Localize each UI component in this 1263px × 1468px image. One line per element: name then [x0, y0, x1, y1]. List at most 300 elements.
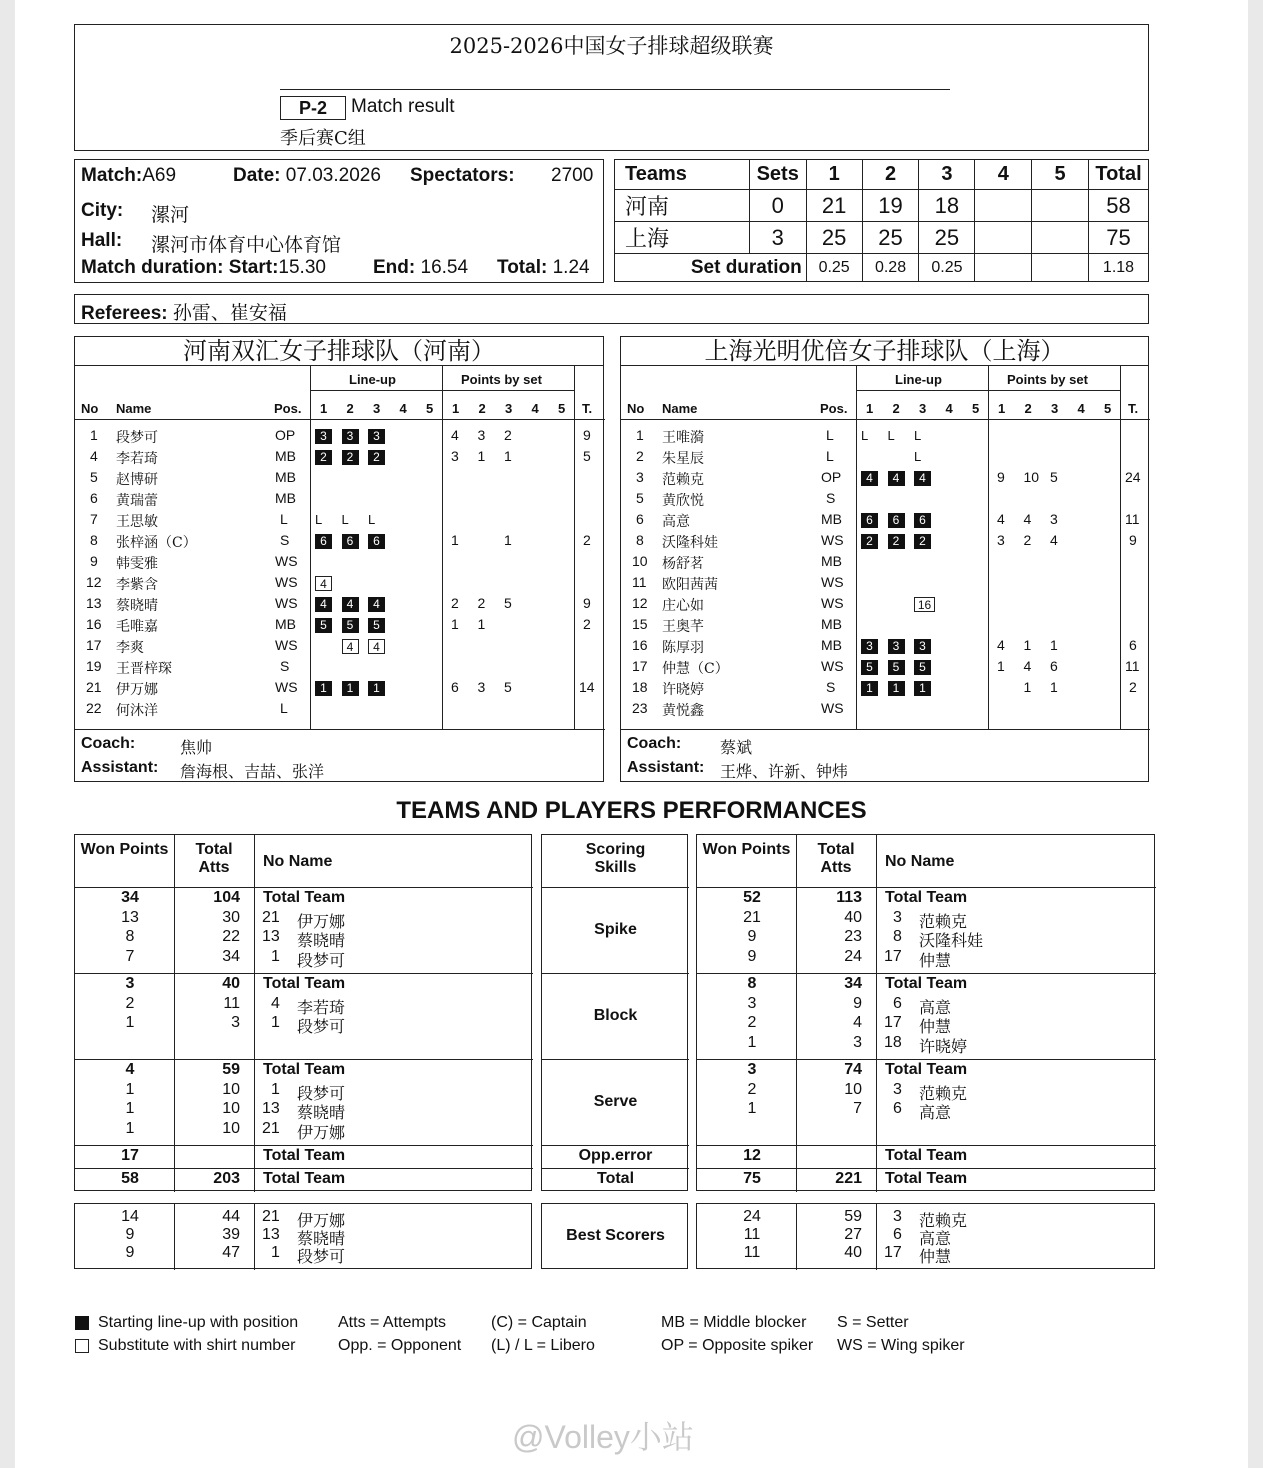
player-no: 21: [262, 1208, 280, 1225]
total-points: 2: [583, 532, 591, 548]
substitute-symbol: [75, 1339, 89, 1353]
set5-header: 5: [1032, 160, 1089, 190]
total-atts: 40: [844, 1244, 862, 1261]
player-name: 许晓婷: [919, 1036, 968, 1056]
player-name: 张梓涵（C）: [116, 535, 197, 551]
total-atts: 34: [222, 947, 240, 965]
player-position: S: [280, 532, 290, 548]
total-atts-header: Total Atts: [817, 841, 855, 876]
spectators-count: 2700: [551, 165, 594, 186]
player-position: WS: [821, 658, 844, 674]
total-points-header: T.: [1128, 401, 1139, 416]
points-set-header: 3: [1051, 401, 1059, 416]
set-points: 1: [1050, 637, 1058, 653]
player-position: MB: [821, 553, 842, 569]
player-position: WS: [821, 700, 844, 716]
city-value: 漯河: [151, 204, 190, 226]
column-divider: [254, 1204, 255, 1270]
total-atts: 104: [213, 889, 240, 906]
set-points: 10: [1023, 469, 1040, 485]
player-name: 范赖克: [662, 472, 704, 488]
watermark: @Volley小站: [512, 1419, 694, 1455]
scoring-skills-column: [541, 834, 688, 1191]
player-no: 6: [893, 1100, 902, 1117]
won-points: 3: [747, 1061, 757, 1078]
player-number: 10: [632, 553, 648, 569]
skill-name: Block: [593, 1007, 638, 1024]
scoreboard-row-home: [615, 190, 1149, 222]
player-no: 18: [884, 1033, 902, 1051]
legend-entry: WS = Wing spiker: [837, 1337, 965, 1354]
player-no: 3: [893, 1080, 902, 1098]
set1-header: 1: [806, 160, 862, 190]
set-points: 3: [477, 427, 486, 443]
player-name: 李若琦: [297, 997, 346, 1017]
player-position: OP: [275, 427, 296, 443]
away-team-name: 上海: [615, 222, 750, 254]
total-points: 11: [1125, 658, 1140, 674]
player-position: WS: [275, 574, 298, 590]
legend-entry: Atts = Attempts: [338, 1314, 447, 1331]
starting-position-box: 6: [368, 534, 385, 549]
set4-header: 4: [975, 160, 1032, 190]
total-points: 9: [1129, 532, 1137, 548]
skill-name: Spike: [594, 921, 637, 938]
spectators-label: Spectators:: [410, 165, 515, 186]
home-performance-table: [74, 834, 532, 1191]
header-divider: [697, 887, 1156, 888]
player-position: WS: [821, 574, 844, 590]
total-atts: 10: [844, 1080, 862, 1098]
total-label: Total:: [497, 257, 548, 278]
best-scorers-label: Best Scorers: [566, 1227, 665, 1244]
header-divider: [75, 887, 533, 888]
home-team-name: 河南: [615, 190, 750, 222]
player-name: 伊万娜: [297, 911, 346, 931]
won-points: 1: [125, 1100, 135, 1117]
player-no: 13: [262, 1226, 280, 1243]
player-name: 伊万娜: [297, 1211, 346, 1230]
starting-position-box: 6: [861, 513, 878, 528]
player-no: 6: [893, 1226, 902, 1243]
away-set4: [975, 222, 1032, 254]
date-label: Date:: [233, 165, 281, 186]
total-team-label: Total Team: [885, 1147, 968, 1164]
player-name: 何沐洋: [116, 703, 158, 719]
total-atts: 39: [222, 1226, 240, 1243]
starting-position-box: 6: [342, 534, 359, 549]
won-points: 13: [121, 908, 139, 926]
set-points: 5: [504, 679, 512, 695]
total-atts: 22: [222, 928, 240, 945]
player-number: 2: [636, 448, 644, 464]
points-set-header: 2: [478, 401, 486, 416]
player-number: 6: [636, 511, 644, 527]
skill-name: Total: [596, 1170, 635, 1187]
player-name: 黄悦鑫: [662, 703, 704, 719]
starting-position-box: 3: [914, 639, 931, 654]
set5-duration: [1032, 254, 1089, 282]
starting-position-box: 1: [315, 681, 332, 696]
total-atts: 9: [853, 994, 862, 1012]
total-atts: 30: [222, 908, 240, 926]
starting-position-box: 4: [315, 597, 332, 612]
player-position: MB: [275, 469, 296, 485]
starting-position-box: 1: [861, 681, 878, 696]
total-team-label: Total Team: [263, 1147, 346, 1164]
section-divider: [697, 1145, 1156, 1146]
won-points-header: Won Points: [702, 841, 791, 858]
section-divider: [697, 1168, 1156, 1169]
player-number: 15: [632, 616, 648, 632]
title-underline: [280, 89, 950, 90]
player-no: 13: [262, 928, 280, 945]
starting-lineup-symbol: [75, 1316, 89, 1330]
header-divider: [542, 887, 689, 888]
starting-position-box: 2: [888, 534, 905, 549]
player-name: 韩雯雅: [116, 556, 158, 572]
total-atts: 27: [844, 1226, 862, 1243]
total-points: 14: [579, 679, 595, 695]
set-points: 1: [451, 616, 459, 632]
player-name: 杨舒茗: [662, 556, 704, 572]
section-divider: [542, 1059, 689, 1060]
player-number: 12: [86, 574, 102, 590]
hall-value: 漯河市体育中心体育馆: [151, 234, 342, 256]
player-name: 范赖克: [919, 911, 968, 931]
set-points: 4: [997, 511, 1005, 527]
section-divider: [75, 1145, 533, 1146]
away-set2: 25: [862, 222, 919, 254]
column-divider: [254, 835, 255, 1192]
set-points: 2: [1023, 532, 1032, 548]
player-position: WS: [275, 553, 298, 569]
starting-position-box: 2: [368, 450, 385, 465]
section-divider: [75, 1168, 533, 1169]
starting-position-box: 5: [888, 660, 905, 675]
starting-position-box: 6: [888, 513, 905, 528]
starting-position-box: 5: [914, 660, 931, 675]
player-name: 黄欣悦: [662, 493, 704, 509]
report-header: [74, 24, 1149, 151]
points-by-set-header: Points by set: [461, 372, 542, 387]
player-name: 王奥芊: [662, 619, 704, 635]
legend-entry: OP = Opposite spiker: [661, 1337, 814, 1354]
won-points: 3: [747, 994, 757, 1012]
pos-header: Pos.: [820, 401, 848, 416]
player-number: 22: [86, 700, 102, 716]
starting-position-box: 5: [315, 618, 332, 633]
total-points-header: T.: [582, 401, 593, 416]
player-name: 仲慧（C）: [662, 661, 729, 677]
set-points: 2: [477, 595, 486, 611]
won-points: 2: [747, 1014, 757, 1031]
end-time: 16.54: [420, 257, 469, 278]
set-points: 3: [451, 448, 459, 464]
home-set1: 21: [806, 190, 862, 222]
starting-position-box: 1: [914, 681, 931, 696]
total-points: 9: [583, 595, 591, 611]
player-position: L: [280, 700, 288, 716]
lineup-header: Line-up: [895, 372, 942, 387]
starting-position-box: 5: [861, 660, 878, 675]
teams-header: Teams: [615, 160, 750, 190]
points-set-header: 1: [998, 401, 1006, 416]
scoreboard-row-away: [615, 222, 1149, 254]
total-points: 24: [1125, 469, 1141, 485]
set-points: 4: [1050, 532, 1058, 548]
points-set-header: 3: [505, 401, 513, 416]
won-points: 58: [121, 1170, 139, 1187]
libero-marker: L: [861, 428, 869, 443]
player-position: MB: [821, 616, 842, 632]
lineup-header: Line-up: [349, 372, 396, 387]
performances-title: TEAMS AND PLAYERS PERFORMANCES: [396, 797, 867, 824]
player-number: 6: [90, 490, 98, 506]
total-atts: 40: [844, 908, 862, 926]
skill-name: Serve: [593, 1093, 638, 1110]
won-points: 24: [743, 1208, 761, 1225]
legend-entry: Opp. = Opponent: [338, 1337, 462, 1354]
starting-position-box: 3: [888, 639, 905, 654]
player-name: 毛唯嘉: [116, 619, 158, 635]
total-points: 6: [1129, 637, 1137, 653]
legend-entry: Substitute with shirt number: [98, 1337, 296, 1354]
away-sets: 3: [749, 222, 806, 254]
won-points: 1: [125, 1119, 135, 1137]
player-number: 23: [632, 700, 648, 716]
starting-position-box: 2: [342, 450, 359, 465]
total-atts: 3: [853, 1033, 862, 1051]
player-no: 3: [893, 908, 902, 926]
won-points: 9: [125, 1244, 135, 1261]
set1-duration: 0.25: [806, 254, 862, 282]
player-name: 欧阳茜茜: [662, 577, 718, 593]
total-team-label: Total Team: [263, 889, 346, 906]
won-points: 7: [125, 947, 135, 965]
header-divider: [310, 390, 574, 391]
roster-bottom-line: [621, 729, 1150, 730]
player-number: 8: [90, 532, 98, 548]
substitute-box: 4: [368, 639, 385, 654]
player-name: 沃隆科娃: [662, 535, 718, 551]
referees-names: 孙雷、崔安福: [172, 302, 287, 324]
won-points: 2: [125, 994, 135, 1012]
set-points: 1: [504, 448, 512, 464]
total-atts: 3: [231, 1014, 240, 1031]
starting-position-box: 1: [888, 681, 905, 696]
player-name: 高意: [662, 514, 690, 530]
player-name: 仲慧: [919, 950, 952, 970]
player-name: 李紫含: [116, 577, 158, 593]
starting-position-box: 2: [914, 534, 931, 549]
player-name: 许晓婷: [662, 682, 704, 698]
player-name: 蔡晓晴: [116, 598, 158, 614]
referees-label: Referees:: [81, 303, 168, 324]
won-points: 1: [125, 1014, 135, 1031]
won-points: 1: [125, 1080, 135, 1098]
player-position: MB: [275, 490, 296, 506]
city-label: City:: [81, 200, 124, 221]
starting-position-box: 4: [861, 471, 878, 486]
coach-name: 焦帅: [180, 738, 213, 757]
player-name: 蔡晓晴: [297, 1103, 346, 1122]
won-points: 75: [743, 1170, 761, 1187]
player-number: 17: [86, 637, 102, 653]
away-set1: 25: [806, 222, 862, 254]
total-points: 5: [583, 448, 591, 464]
set-points: 3: [997, 532, 1005, 548]
total-atts: 113: [836, 889, 862, 906]
won-points: 3: [125, 975, 135, 992]
player-name: 沃隆科娃: [919, 931, 984, 950]
away-roster: [620, 336, 1149, 782]
team-title: 上海光明优倍女子排球队（上海）: [621, 337, 1148, 366]
section-divider: [75, 973, 533, 974]
total-team-label: Total Team: [885, 1061, 968, 1078]
player-name: 王唯漪: [662, 430, 704, 446]
won-points: 9: [747, 947, 757, 965]
starting-position-box: 4: [342, 597, 359, 612]
player-no: 1: [271, 1244, 280, 1261]
match-info: [74, 159, 604, 283]
player-number: 16: [86, 616, 102, 632]
player-number: 9: [90, 553, 98, 569]
player-name: 高意: [919, 1103, 952, 1122]
home-set4: [975, 190, 1032, 222]
player-number: 21: [86, 679, 102, 695]
report-type: Match result: [351, 96, 455, 117]
total-duration: 1.18: [1088, 254, 1148, 282]
total-atts: 10: [222, 1100, 240, 1117]
player-name: 赵博研: [116, 472, 158, 488]
total-points: 2: [1129, 679, 1137, 695]
total-team-label: Total Team: [263, 1061, 346, 1078]
player-name: 蔡晓晴: [297, 931, 346, 950]
won-points: 14: [121, 1208, 139, 1225]
legend-entry: S = Setter: [837, 1314, 909, 1331]
hall-label: Hall:: [81, 230, 123, 251]
no-header: No: [81, 401, 99, 416]
won-points: 8: [747, 975, 757, 992]
home-total: 58: [1088, 190, 1148, 222]
player-number: 4: [90, 448, 98, 464]
lineup-set-header: 5: [972, 401, 980, 416]
player-number: 5: [636, 490, 644, 506]
won-points: 52: [743, 889, 761, 906]
set3-header: 3: [919, 160, 975, 190]
won-points: 17: [121, 1147, 139, 1164]
section-divider: [542, 973, 689, 974]
player-position: WS: [821, 595, 844, 611]
start-label: Start:: [228, 257, 279, 278]
total-points: 11: [1125, 511, 1140, 527]
set-points: 6: [451, 679, 459, 695]
set-points: 4: [1023, 511, 1032, 527]
starting-position-box: 2: [315, 450, 332, 465]
starting-position-box: 3: [342, 429, 359, 444]
player-position: S: [826, 490, 836, 506]
player-position: OP: [821, 469, 842, 485]
player-number: 8: [636, 532, 644, 548]
column-divider: [876, 835, 877, 1192]
player-no: 3: [893, 1208, 902, 1225]
player-number: 16: [632, 637, 648, 653]
set-points: 1: [1023, 679, 1032, 695]
legend-entry: MB = Middle blocker: [661, 1314, 807, 1331]
lineup-set-header: 3: [919, 401, 927, 416]
player-name: 李爽: [116, 640, 144, 656]
match-label: Match:: [81, 165, 143, 186]
player-no: 21: [262, 1119, 280, 1137]
player-no: 1: [271, 1014, 280, 1031]
player-name: 朱星辰: [662, 451, 704, 467]
player-name: 李若琦: [116, 451, 158, 467]
starting-position-box: 4: [914, 471, 931, 486]
legend-entry: (C) = Captain: [491, 1314, 587, 1331]
lineup-set-header: 3: [373, 401, 381, 416]
player-name: 范赖克: [919, 1083, 968, 1103]
set-points: 9: [997, 469, 1005, 485]
player-position: S: [280, 658, 290, 674]
assistant-label: Assistant:: [81, 759, 159, 776]
away-set3: 25: [919, 222, 975, 254]
points-set-header: 1: [452, 401, 460, 416]
player-number: 13: [86, 595, 102, 611]
section-divider: [542, 1168, 689, 1169]
starting-position-box: 3: [861, 639, 878, 654]
player-name: 段梦可: [297, 950, 346, 970]
player-number: 1: [90, 427, 98, 443]
set2-duration: 0.28: [862, 254, 919, 282]
libero-marker: L: [341, 512, 349, 527]
lineup-set-header: 5: [426, 401, 434, 416]
won-points: 11: [743, 1244, 761, 1261]
player-no: 17: [884, 947, 902, 965]
coach-label: Coach:: [81, 735, 136, 752]
total-atts-header: Total Atts: [195, 841, 233, 876]
player-name: 蔡晓晴: [297, 1229, 346, 1248]
total-team-label: Total Team: [263, 1170, 346, 1187]
player-name: 高意: [919, 997, 952, 1017]
total-team-label: Total Team: [885, 889, 968, 906]
away-total: 75: [1088, 222, 1148, 254]
match-number: A69: [142, 165, 177, 186]
total-atts: 7: [853, 1100, 862, 1117]
coach-name: 蔡斌: [720, 738, 753, 757]
skill-name: Opp.error: [578, 1147, 653, 1164]
section-divider: [697, 1059, 1156, 1060]
set-duration-label: Set duration: [615, 254, 807, 282]
player-number: 7: [90, 511, 98, 527]
player-number: 3: [636, 469, 644, 485]
section-divider: [697, 973, 1156, 974]
libero-marker: L: [368, 512, 376, 527]
player-name: 范赖克: [919, 1211, 968, 1230]
player-position: WS: [275, 679, 298, 695]
player-name: 段梦可: [297, 1017, 346, 1036]
column-divider: [876, 1204, 877, 1270]
player-position: MB: [275, 448, 296, 464]
starting-position-box: 5: [342, 618, 359, 633]
won-points: 8: [125, 928, 135, 945]
set-points: 3: [1050, 511, 1058, 527]
won-points-header: Won Points: [80, 841, 169, 858]
total-points: 2: [583, 616, 591, 632]
won-points: 2: [747, 1080, 757, 1098]
total-team-label: Total Team: [885, 975, 968, 992]
lineup-set-header: 1: [320, 401, 328, 416]
